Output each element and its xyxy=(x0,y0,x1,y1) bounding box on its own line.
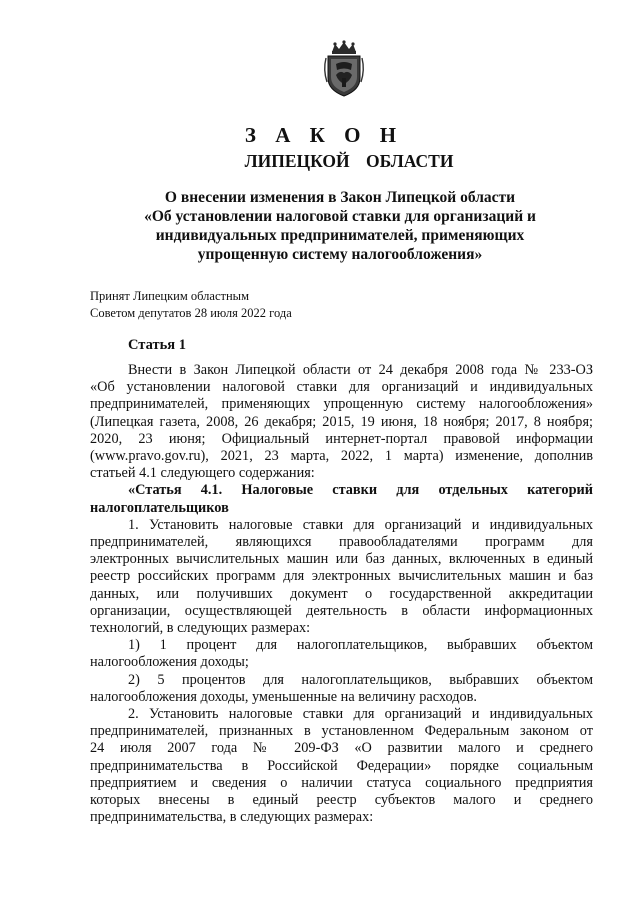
law-heading xyxy=(90,188,590,264)
text-line: налогообложения доходы, уменьшенные на величину расходов. xyxy=(90,688,478,705)
text-line: «Статья 4.1. Налоговые ставки для отдельных категорий xyxy=(128,482,593,499)
text-line: организации, осуществляющей деятельность в области информационных xyxy=(90,602,593,619)
text-line: статьей 4.1 следующего содержания: xyxy=(90,465,315,482)
text-line: «Об установлении налоговой ставки для организаций и индивидуальных xyxy=(90,379,593,396)
text-line: налогоплательщиков xyxy=(90,499,229,516)
paragraph-point1 xyxy=(90,517,593,637)
region-name: ЛИПЕЦКОЙ ОБЛАСТИ xyxy=(244,151,454,171)
text-line: 2. Установить налоговые ставки для организаций и индивидуальных xyxy=(128,706,593,723)
text-line: 2020, 23 июня; Официальный интернет-портал правовой информации xyxy=(90,430,593,447)
text-line: предпринимателей, применяющих упрощенную систему налогообложения» xyxy=(90,396,593,413)
adoption-note xyxy=(90,288,292,322)
heading-line: индивидуальных предпринимателей, применяющих xyxy=(155,227,525,244)
text-line: данных, или получивших документ о государственной аккредитации xyxy=(90,585,593,602)
text-line: реестр российских программ для электронных вычислительных машин и баз xyxy=(90,568,593,585)
paragraph-bold xyxy=(90,482,593,516)
text-line: предпринимателей, признанных в установленном Федеральным законом от xyxy=(90,723,593,740)
paragraph-sub1 xyxy=(90,637,593,671)
text-line: технологий, в следующих размерах: xyxy=(90,620,311,637)
text-line: 1) 1 процент для налогоплательщиков, выбравших объектом xyxy=(128,637,593,654)
text-line: (Липецкая газета, 2008, 26 декабря; 2015, 19 июня, 18 ноября; 2017, 8 ноября; xyxy=(90,413,593,430)
text-line: предприятием и сведения о наличии статуса социального предприятия xyxy=(90,774,593,791)
text-line: 24 июля 2007 года № 209-ФЗ «О развитии малого и среднего xyxy=(90,740,593,757)
heading-line: «Об установлении налоговой ставки для организаций и xyxy=(144,208,536,225)
paragraph-sub2 xyxy=(90,672,593,706)
text-line: предпринимателей, являющихся правообладателями программ для xyxy=(90,534,593,551)
text-line: которых внесены в единый реестр субъектов малого и среднего xyxy=(90,792,593,809)
article-title: Статья 1 xyxy=(128,337,186,353)
adoption-line: Советом депутатов 28 июля 2022 года xyxy=(90,306,292,320)
coat-of-arms-icon xyxy=(322,40,366,98)
heading-line: О внесении изменения в Закон Липецкой области xyxy=(164,189,516,206)
text-line: предпринимательства в Российской Федерации» порядке социальным xyxy=(90,757,593,774)
paragraph-intro xyxy=(90,362,593,482)
article-body xyxy=(90,362,593,826)
law-title: З А К О Н xyxy=(244,123,404,147)
text-line: 1. Установить налоговые ставки для организаций и индивидуальных xyxy=(128,516,593,533)
text-line: налогообложения доходы; xyxy=(90,654,249,671)
text-line: 2) 5 процентов для налогоплательщиков, выбравших объектом xyxy=(128,671,593,688)
text-line: Внести в Закон Липецкой области от 24 декабря 2008 года № 233-ОЗ xyxy=(128,362,593,378)
text-line: предпринимательства, в следующих размерах: xyxy=(90,809,374,826)
paragraph-point2 xyxy=(90,706,593,826)
text-line: (www.pravo.gov.ru), 2021, 23 марта, 2022, 1 марта) изменение, дополнив xyxy=(90,448,593,465)
text-line: электронных вычислительных машин или баз данных, включенных в единый xyxy=(90,551,593,568)
adoption-line: Принят Липецким областным xyxy=(90,289,249,303)
heading-line: упрощенную систему налогообложения» xyxy=(197,246,483,263)
